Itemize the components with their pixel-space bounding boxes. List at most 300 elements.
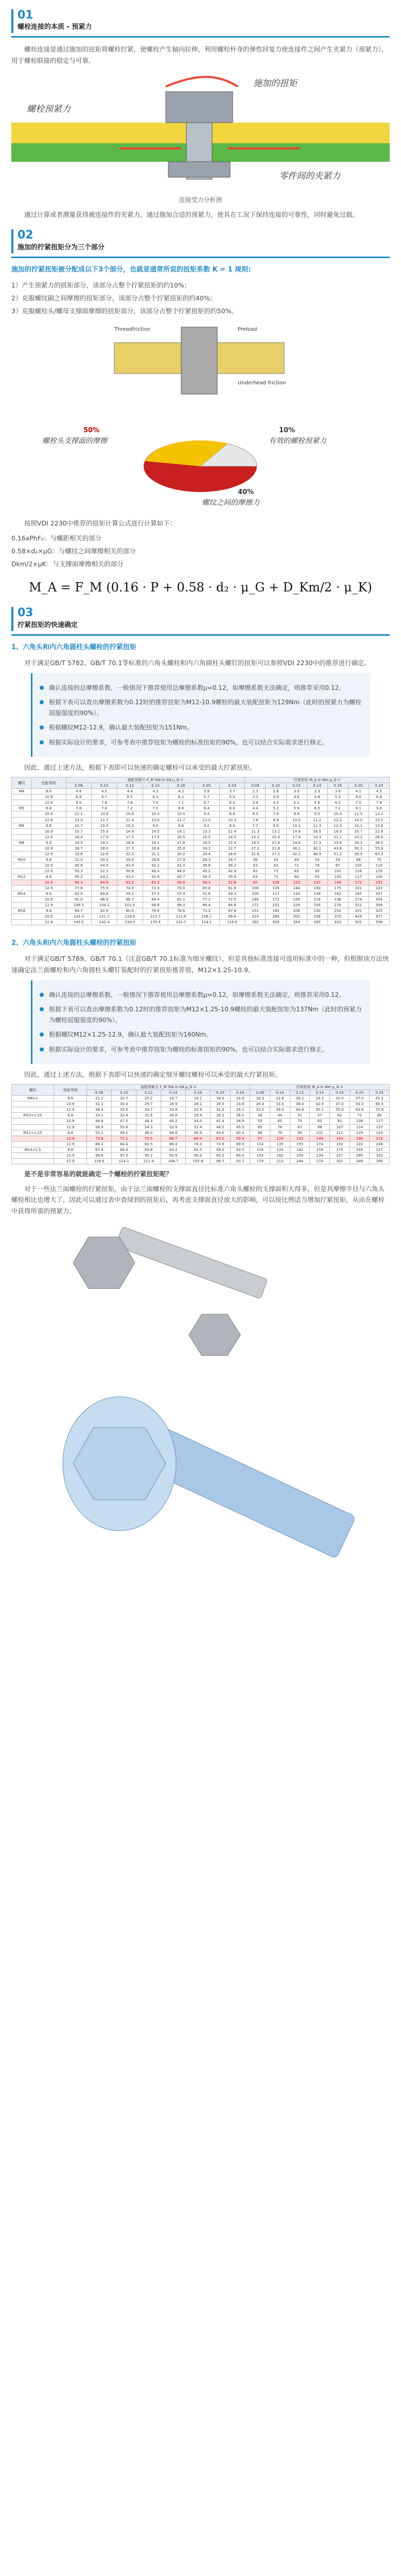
table-cell: 356 — [369, 903, 389, 908]
table-cell: 71 — [286, 862, 307, 868]
table-cell: 6.5 — [117, 794, 143, 800]
table-cell: 8.1 — [348, 806, 369, 811]
table-cell: 97.5 — [112, 1153, 136, 1158]
table-cell: 48.5 — [211, 1124, 231, 1130]
thread-friction-label: Threadfriction — [114, 326, 151, 332]
table-cell: 38 — [250, 1113, 270, 1118]
table-cell: 106.5 — [66, 903, 92, 908]
steps-box — [31, 980, 370, 1064]
table-cell: 209 — [290, 1153, 310, 1158]
table-cell: 32.8 — [92, 851, 117, 857]
table-cell: 8.9 — [266, 817, 286, 823]
table-cell: 3.7 — [219, 789, 245, 794]
sub-col-header: 0.10 — [266, 783, 286, 789]
table-cell: 30.8 — [161, 1113, 186, 1118]
sub-heading: 1、六角头和内六角圆柱头螺栓的拧紧扭矩 — [11, 643, 137, 651]
table-cell: 82.5 — [136, 1141, 161, 1147]
table-cell: 11.7 — [168, 817, 194, 823]
table-cell: 9.5 — [307, 811, 327, 817]
table-row — [12, 834, 390, 840]
table-cell: M8 — [12, 840, 32, 845]
table-cell: 43 — [266, 857, 286, 862]
table-cell: 31.0 — [66, 857, 92, 862]
table-cell: 159 — [310, 1147, 330, 1153]
table-cell: 55.8 — [369, 845, 389, 851]
table-cell: 29.9 — [186, 1113, 211, 1118]
table-cell: M10×1.25 — [12, 1113, 54, 1118]
table-cell: 201 — [348, 886, 369, 891]
table-cell: 133 — [290, 1136, 310, 1141]
table-cell: 65 — [270, 1118, 290, 1124]
table-cell: 21.1 — [327, 834, 348, 840]
table-cell: 30.2 — [168, 851, 194, 857]
table-cell: 63.6 — [350, 1107, 370, 1113]
table-cell: 59.1 — [117, 891, 143, 897]
table-row — [12, 1124, 390, 1130]
table-cell: 50.3 — [348, 845, 369, 851]
table-cell: 390 — [370, 1158, 390, 1164]
table-cell: 28.4 — [250, 1101, 270, 1107]
sub-col-header: 0.24 — [370, 1090, 390, 1096]
table-cell: 5.7 — [194, 794, 219, 800]
table-row — [12, 886, 390, 891]
table-cell: 43.0 — [117, 874, 143, 879]
bullet-icon — [40, 686, 44, 690]
table-cell: 67.8 — [87, 1147, 112, 1153]
table-cell: 12.9 — [31, 886, 66, 891]
table-cell: 45.6 — [66, 862, 92, 868]
table-cell: 5.6 — [307, 800, 327, 806]
table-cell — [12, 920, 32, 925]
table-cell: 12.2 — [327, 817, 348, 823]
table-cell: 13.2 — [266, 828, 286, 834]
table-cell: 42.4 — [219, 868, 245, 874]
table-cell: 106.1 — [194, 914, 219, 920]
table-cell: 238 — [327, 897, 348, 903]
table-cell: 45.5 — [230, 1124, 250, 1130]
table-cell: 27.9 — [168, 857, 194, 862]
table-cell: 62 — [329, 1113, 350, 1118]
table-cell: 107 — [329, 1124, 350, 1130]
table-cell: 52.9 — [161, 1124, 186, 1130]
table-cell: 175 — [329, 1147, 350, 1153]
table-cell: M14 — [12, 891, 32, 897]
table-cell: 139.0 — [117, 920, 143, 925]
table-cell: 26.8 — [369, 834, 389, 840]
table-cell: 3.3 — [307, 789, 327, 794]
table-cell: 227 — [370, 1147, 390, 1153]
table-cell: 13.2 — [194, 828, 219, 834]
table-cell: 85.2 — [211, 1153, 231, 1158]
table-cell: 44.0 — [186, 1118, 211, 1124]
table-cell: 26.3 — [194, 857, 219, 862]
step-item — [40, 1044, 363, 1055]
table-cell: 105.8 — [186, 1158, 211, 1164]
table-cell: 8.8 — [54, 1113, 86, 1118]
table-cell: 192 — [329, 1141, 350, 1147]
table-cell: 117 — [348, 874, 369, 879]
table-cell: 116.5 — [87, 1158, 112, 1164]
table-cell: 10.9 — [31, 862, 66, 868]
table-cell: 56.9 — [87, 1124, 112, 1130]
table-cell — [12, 1141, 54, 1147]
table-cell: 99.7 — [211, 1158, 231, 1164]
table-cell: 61.5 — [186, 1147, 211, 1153]
col-header: 装配预紧力 F_M Tab in kN μ_G = — [87, 1084, 250, 1090]
table-cell: 51.2 — [327, 851, 348, 857]
table-cell: 7.1 — [327, 806, 348, 811]
table-cell: 5.3 — [327, 794, 348, 800]
table-cell: 41.0 — [168, 862, 194, 868]
sub-col-header: 0.20 — [350, 1090, 370, 1096]
table-cell: 333 — [370, 1153, 390, 1158]
sub-col-header: 0.08 — [66, 783, 92, 789]
table-cell: 124.1 — [194, 920, 219, 925]
table-cell: 91 — [329, 1118, 350, 1124]
table-cell: 6.6 — [369, 794, 389, 800]
table-cell: 112.6 — [168, 914, 194, 920]
table-cell: 160 — [307, 886, 327, 891]
table-cell: 24.6 — [286, 840, 307, 845]
table-cell: 10.9 — [31, 794, 66, 800]
table-cell: 46.9 — [307, 851, 327, 857]
table-cell: 162 — [327, 891, 348, 897]
label-torque: 施加的扭矩 — [253, 78, 297, 89]
table-row — [12, 1136, 390, 1141]
table-cell: 28.8 — [143, 857, 168, 862]
table-cell: 129 — [369, 868, 389, 874]
table-cell: 8.8 — [31, 908, 66, 914]
table-cell: 17.9 — [92, 834, 117, 840]
table-cell — [12, 1118, 54, 1124]
table-cell: 354 — [286, 920, 307, 925]
table-cell: 10.9 — [31, 845, 66, 851]
table-cell: 4.6 — [286, 794, 307, 800]
table-cell — [12, 886, 32, 891]
table-cell: 222 — [350, 1141, 370, 1147]
bolt-photos-svg — [11, 1222, 390, 1685]
table-cell: 65.8 — [194, 886, 219, 891]
table-cell: 48.0 — [168, 868, 194, 874]
pct-40-label: 螺纹之间的摩擦力 — [202, 498, 259, 507]
table-cell: 72.5 — [219, 897, 245, 903]
table-cell: 84.4 — [112, 1141, 136, 1147]
list-item: 2）克服螺纹副之间摩擦的扭矩部分，该部分占整个拧紧扭矩的约40%； — [11, 294, 217, 302]
table-cell: 10.9 — [54, 1153, 86, 1158]
table-cell: 57.5 — [143, 891, 168, 897]
section-title: 螺栓连接的本质 - 预紧力 — [18, 23, 92, 31]
table-cell: 30.3 — [92, 857, 117, 862]
table-cell: 3.6 — [327, 789, 348, 794]
table-cell: 84.7 — [66, 908, 92, 914]
table-cell: 50.1 — [310, 1107, 330, 1113]
table-cell: 40.7 — [168, 874, 194, 879]
table-cell: 98.8 — [143, 903, 168, 908]
torque-arrow-icon — [166, 77, 238, 87]
sub-col-header: 0.16 — [186, 1090, 211, 1096]
table-cell: 4.5 — [266, 800, 286, 806]
table-cell: 12.3 — [327, 823, 348, 828]
table-cell: 27.3 — [117, 845, 143, 851]
table-cell: 10.9 — [31, 914, 66, 920]
table-row — [12, 1118, 390, 1124]
table-cell: 301 — [329, 1158, 350, 1164]
table-cell: 58.0 — [211, 1147, 231, 1153]
table-cell: 70.5 — [136, 1136, 161, 1141]
table-cell: 19.3 — [307, 834, 327, 840]
table-cell — [12, 817, 32, 823]
bullet-icon — [40, 1007, 44, 1011]
table-cell: 29.6 — [117, 857, 143, 862]
table-cell: 20.2 — [136, 1096, 161, 1101]
pct-50-label: 螺栓头支撑面的摩擦 — [42, 436, 107, 445]
table-cell: 121.7 — [92, 914, 117, 920]
col-header: 装配预紧力 F_M Tab in kN μ_G = — [66, 777, 245, 783]
table-cell: 12.9 — [31, 920, 66, 925]
table-cell: 86.2 — [87, 1141, 112, 1147]
section-divider — [11, 257, 390, 258]
table-cell: 116.6 — [219, 920, 245, 925]
table-cell: 64.8 — [92, 880, 117, 886]
table-cell: 28.7 — [66, 845, 92, 851]
table-cell: 2.6 — [266, 789, 286, 794]
table-cell: 62 — [245, 868, 266, 874]
table-cell: 83 — [286, 868, 307, 874]
bolt-photos — [11, 1222, 390, 1685]
table-row — [12, 1130, 390, 1136]
table-cell: 558 — [369, 920, 389, 925]
table-cell — [12, 800, 32, 806]
table-cell: 14.0 — [348, 817, 369, 823]
table-cell: 7.6 — [66, 806, 92, 811]
step-text: 根据实际设计的要求，可参考表中推荐扭矩为螺栓的标准扭矩的90%，也可以结合实际需求进行修正。 — [49, 1045, 328, 1053]
table-cell: 7.4 — [92, 806, 117, 811]
table-cell: 10.9 — [31, 811, 66, 817]
table-cell: 10.7 — [66, 823, 92, 828]
table-cell: 5.9 — [286, 806, 307, 811]
table-cell: 8.8 — [31, 891, 66, 897]
table-cell: 10.9 — [31, 828, 66, 834]
table-cell: 15.4 — [266, 834, 286, 840]
table-cell: 7.0 — [143, 806, 168, 811]
sub-col-header: 0.10 — [270, 1090, 290, 1096]
table-cell: 26.6 — [219, 851, 245, 857]
table-cell — [12, 1153, 54, 1158]
table-cell: 11.3 — [245, 828, 266, 834]
table-cell: 79 — [307, 862, 327, 868]
step-item — [40, 722, 363, 733]
table-cell: 124 — [270, 1147, 290, 1153]
table-cell: 77.6 — [66, 886, 92, 891]
col-header: 性能等级 — [54, 1084, 86, 1096]
table-cell: 12.7 — [92, 817, 117, 823]
table-cell: 349 — [350, 1158, 370, 1164]
intro-paragraph-2: 通过计算或者测量获得被连接件的夹紧力，通过施加合适的预紧力，使其在工况下保持连接的可靠性，同时避免过载。 — [24, 211, 359, 219]
step-text: 确认连接的总摩擦系数，一般情况下推荐使用总摩擦系数μ=0.12，如摩擦系数无法确定，则推荐采用0.12。 — [49, 684, 345, 691]
table-cell: 11.1 — [66, 811, 92, 817]
pct-10: 10% — [279, 426, 295, 434]
table-row — [12, 868, 390, 874]
table-cell: 172 — [348, 880, 369, 886]
table-cell: M8×1 — [12, 1096, 54, 1101]
table-cell: 187 — [348, 891, 369, 897]
sub-col-header: 0.08 — [250, 1090, 270, 1096]
table-cell: 14.1 — [348, 823, 369, 828]
table-cell: 32.4 — [112, 1113, 136, 1118]
table-cell: 60.5 — [370, 1101, 390, 1107]
sub-col-header: 0.14 — [307, 783, 327, 789]
table-cell — [12, 880, 32, 886]
step-text: 根据下表可以查出摩擦系数为0.12时的推荐扭矩为M12-10.9螺栓的最大装配扭矩为129Nm（此时的预紧力为螺栓屈服强度的90%）。 — [49, 699, 361, 717]
table-cell: 3.9 — [266, 794, 286, 800]
table-cell: 4.5 — [92, 789, 117, 794]
table-cell: 3.9 — [245, 800, 266, 806]
table-cell: 28.0 — [92, 845, 117, 851]
table-cell: 75 — [290, 1118, 310, 1124]
table-cell: 46.8 — [161, 1130, 186, 1136]
table-row — [12, 840, 390, 845]
sub-col-header: 0.20 — [348, 783, 369, 789]
table-cell: 29.8 — [327, 840, 348, 845]
table-cell: 148 — [307, 891, 327, 897]
table-cell: 51.4 — [186, 1124, 211, 1130]
preload-label: Preload — [238, 326, 257, 332]
table-cell: 8.0 — [66, 800, 92, 806]
table-cell: 191 — [369, 880, 389, 886]
list-item: 1）产生预紧力的扭矩部分，该部分占整个拧紧扭矩的约10%； — [11, 281, 191, 289]
table-cell: 13.0 — [66, 817, 92, 823]
table-cell: 79 — [270, 1130, 290, 1136]
bolt-force-diagram — [11, 71, 390, 190]
table-cell: 135.4 — [143, 920, 168, 925]
table-cell: 304 — [369, 897, 389, 903]
table-cell: 110 — [369, 862, 389, 868]
table-cell: 72 — [350, 1113, 370, 1118]
table-cell: 55.0 — [329, 1107, 350, 1113]
table-cell: 10.9 — [54, 1136, 86, 1141]
table-cell: 7.2 — [117, 806, 143, 811]
table-cell: 63.2 — [117, 880, 143, 886]
table-cell: 149 — [327, 880, 348, 886]
sub-col-header: 0.12 — [136, 1090, 161, 1096]
table-row — [12, 1147, 390, 1153]
section-02-header — [11, 229, 390, 253]
table-cell: 100 — [348, 862, 369, 868]
table-cell: 395 — [307, 920, 327, 925]
table-cell: 60.6 — [92, 891, 117, 897]
table-cell: 44.5 — [92, 862, 117, 868]
table-cell: 8.8 — [54, 1096, 86, 1101]
table-cell: 8.8 — [31, 840, 66, 845]
table-cell: 47.0 — [329, 1101, 350, 1107]
table-cell: 27.2 — [245, 845, 266, 851]
paragraph: 对于一些法兰面螺栓的拧紧扭矩，由于法兰面螺栓的支撑面直径比标准六角头螺栓的支撑面积大得多，但是其摩擦半径与六角头螺栓相比也增大了，因此可以通过表中查阅到的扭矩后，再考虑支撑面直径放大的影响，可以按比例适当增加拧紧扭矩，从而在螺栓中获得所需的预紧力。 — [11, 1185, 385, 1215]
table-row — [12, 823, 390, 828]
table-cell: M12 — [12, 874, 32, 879]
table-cell: 7.6 — [117, 800, 143, 806]
table-cell: 116 — [348, 868, 369, 874]
table-cell: 20.7 — [348, 828, 369, 834]
table-cell: 7.0 — [348, 800, 369, 806]
step-item — [40, 737, 363, 748]
table-row — [12, 851, 390, 857]
table-cell: 244 — [290, 1158, 310, 1164]
table-row — [12, 817, 390, 823]
table-cell: 218 — [307, 897, 327, 903]
table-header-row — [12, 1084, 390, 1090]
paragraph: 因此，通过上述方法，根据下表即可以快速的确定螺栓可以承受的最大拧紧扭矩。 — [24, 763, 256, 771]
table-cell: 206 — [286, 908, 307, 914]
table-cell: 203 — [350, 1147, 370, 1153]
table-row — [12, 1141, 390, 1147]
table-cell: M6 — [12, 823, 32, 828]
table-cell: 17.4 — [286, 834, 307, 840]
table-row — [12, 880, 390, 886]
table-cell: 15.5 — [194, 834, 219, 840]
section-title: 拧紧扭矩的快速确定 — [18, 621, 78, 629]
table-cell: 299 — [350, 1153, 370, 1158]
table-cell: 54.3 — [136, 1124, 161, 1130]
table-cell: 12.9 — [31, 868, 66, 874]
table-cell: 338 — [307, 914, 327, 920]
table-cell: M5 — [12, 806, 32, 811]
table-cell: 7.6 — [266, 811, 286, 817]
table-cell: 101 — [327, 868, 348, 874]
table-cell: 96.0 — [168, 903, 194, 908]
table-cell: 47.5 — [112, 1118, 136, 1124]
table-cell: 9.6 — [168, 823, 194, 828]
table-cell: 146 — [245, 897, 266, 903]
table-cell: 8.4 — [219, 823, 245, 828]
table-cell: 8.8 — [31, 823, 66, 828]
table-cell: 18.5 — [245, 840, 266, 845]
table-cell — [12, 903, 32, 908]
table-cell: 42.2 — [143, 862, 168, 868]
table-cell: 77.2 — [194, 897, 219, 903]
table-cell: 8.8 — [31, 857, 66, 862]
sub-col-header: 0.10 — [92, 783, 117, 789]
table-cell: 43.8 — [327, 845, 348, 851]
table-cell: 36.2 — [219, 862, 245, 868]
table-cell: 84.8 — [219, 903, 245, 908]
table-cell: 182 — [270, 1153, 290, 1158]
sub-heading: 施加的拧紧扭矩被分配成以下3个部分，也就是通常所说的扭矩系数 K = 1 规则: — [11, 265, 251, 274]
table-cell: 11.3 — [307, 823, 327, 828]
bullet-icon — [40, 1032, 44, 1037]
table-cell: 19.3 — [250, 1096, 270, 1101]
table-cell: 34.3 — [348, 840, 369, 845]
sub-col-header: 0.12 — [286, 783, 307, 789]
table-cell: 87 — [290, 1124, 310, 1130]
label-clamp: 零件间的夹紧力 — [279, 171, 340, 181]
torque-table-fine — [11, 1084, 390, 1164]
underhead-label: Underhead friction — [238, 380, 286, 386]
table-row — [12, 857, 390, 862]
table-cell: 18.1 — [143, 840, 168, 845]
table-cell: 12.4 — [117, 817, 143, 823]
table-cell: 66 — [250, 1130, 270, 1136]
table-cell: 108.7 — [161, 1158, 186, 1164]
table-cell: 102 — [327, 874, 348, 879]
table-cell: 29.1 — [230, 1107, 250, 1113]
table-cell: 86.7 — [117, 897, 143, 903]
table-cell: 55.6 — [112, 1124, 136, 1130]
table-row — [12, 891, 390, 897]
table-cell: 93 — [307, 868, 327, 874]
section-number: 02 — [18, 229, 33, 242]
table-cell: 90 — [290, 1130, 310, 1136]
table-cell: 14.1 — [168, 828, 194, 834]
